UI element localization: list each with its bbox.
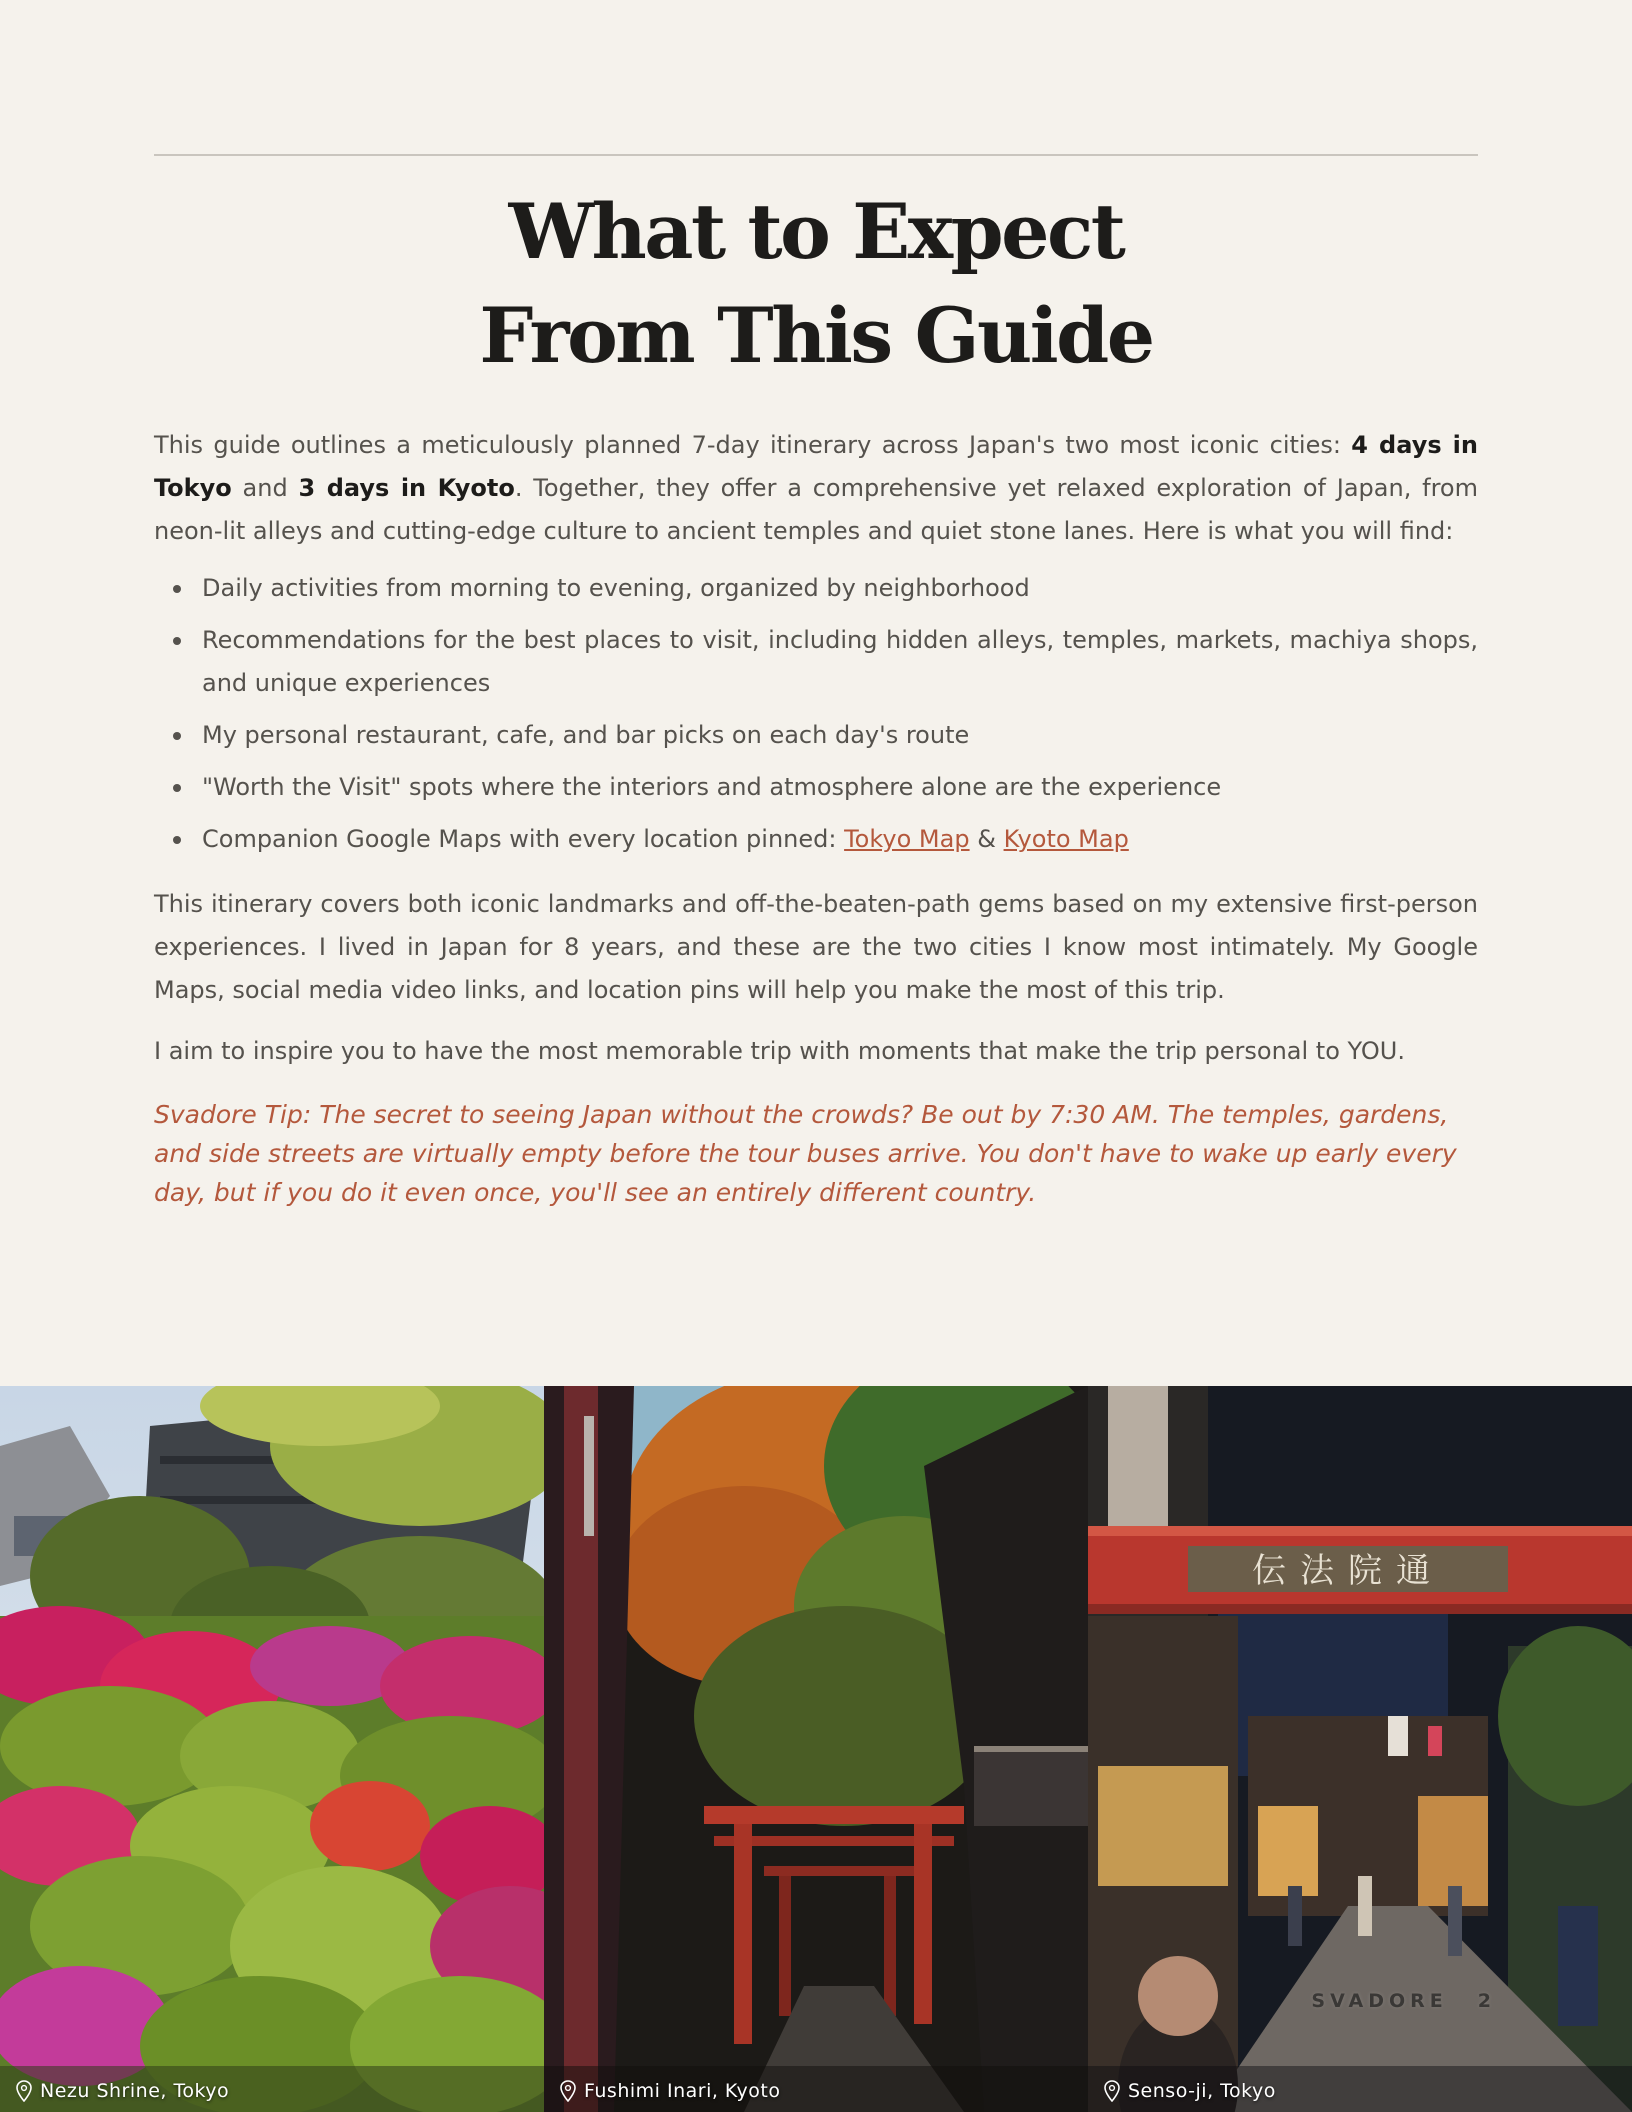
page-title — [154, 180, 1478, 388]
top-divider — [154, 154, 1478, 156]
inspire-paragraph: I aim to inspire you to have the most memorable trip with moments that make the trip personal to YOU. — [154, 1037, 1405, 1065]
body-content — [154, 424, 1478, 1212]
page-title-line2: From This Guide — [479, 291, 1153, 380]
map-pin-icon — [1104, 2080, 1120, 2102]
intro-tokyo-days: 4 days in Tokyo — [154, 431, 1478, 502]
azalea-garden-image — [0, 1386, 544, 2112]
list-item: Daily activities from morning to evening, organized by neighborhood — [154, 567, 1478, 610]
photo-caption — [1104, 2080, 1276, 2102]
intro-kyoto-days: 3 days in Kyoto — [298, 474, 515, 502]
caption-text: Senso-ji, Tokyo — [1128, 2080, 1276, 2102]
photo-caption — [560, 2080, 780, 2102]
footer-brand: SVADORE — [1311, 1990, 1448, 2012]
photo-fushimi-inari — [544, 1386, 1088, 2112]
page-footer — [1311, 1990, 1496, 2012]
caption-text: Nezu Shrine, Tokyo — [40, 2080, 230, 2102]
list-item: "Worth the Visit" spots where the interiors and atmosphere alone are the experience — [154, 766, 1478, 809]
svadore-tip: Svadore Tip: The secret to seeing Japan without the crowds? Be out by 7:30 AM. The temples, gardens, and side streets are virtually empty before the tour buses arrive. You don't have to wake up early every day, but if you do it even once, you'll see an entirely different country. — [154, 1100, 1457, 1207]
intro-paragraph — [154, 424, 1478, 553]
feature-list — [154, 567, 1478, 861]
intro-text-end: . Together, they offer a comprehensive yet relaxed exploration of Japan, from neon-lit alleys and cutting-edge culture to ancient temples and quiet stone lanes. Here is what you will find: — [154, 474, 1478, 545]
map-pin-icon — [560, 2080, 576, 2102]
photo-caption — [16, 2080, 229, 2102]
torii-gates-image — [544, 1386, 1088, 2112]
caption-text: Fushimi Inari, Kyoto — [584, 2080, 781, 2102]
gate-sign-text: 伝法院通 — [1252, 1551, 1444, 1591]
list-item-maps — [154, 818, 1478, 861]
experience-paragraph: This itinerary covers both iconic landmarks and off-the-beaten-path gems based on my extensive first-person experiences. I lived in Japan for 8 years, and these are the two cities I know most intimately. My Google Maps, social media video links, and location pins will help you make the most of this trip. — [154, 890, 1478, 1004]
intro-text-mid: and — [231, 474, 299, 502]
photo-nezu-shrine — [0, 1386, 544, 2112]
page-number: 2 — [1477, 1990, 1496, 2012]
list-item: Recommendations for the best places to visit, including hidden alleys, temples, markets, machiya shops, and unique experiences — [154, 619, 1478, 705]
maps-separator: & — [969, 825, 1004, 853]
page-title-line1: What to Expect — [508, 187, 1124, 276]
kyoto-map-link[interactable]: Kyoto Map — [1003, 825, 1129, 853]
list-item: My personal restaurant, cafe, and bar picks on each day's route — [154, 714, 1478, 757]
map-pin-icon — [16, 2080, 32, 2102]
tokyo-map-link[interactable]: Tokyo Map — [844, 825, 970, 853]
intro-text-start: This guide outlines a meticulously planned 7-day itinerary across Japan's two most iconic cities: — [154, 431, 1352, 459]
maps-text: Companion Google Maps with every location pinned: — [202, 825, 845, 853]
